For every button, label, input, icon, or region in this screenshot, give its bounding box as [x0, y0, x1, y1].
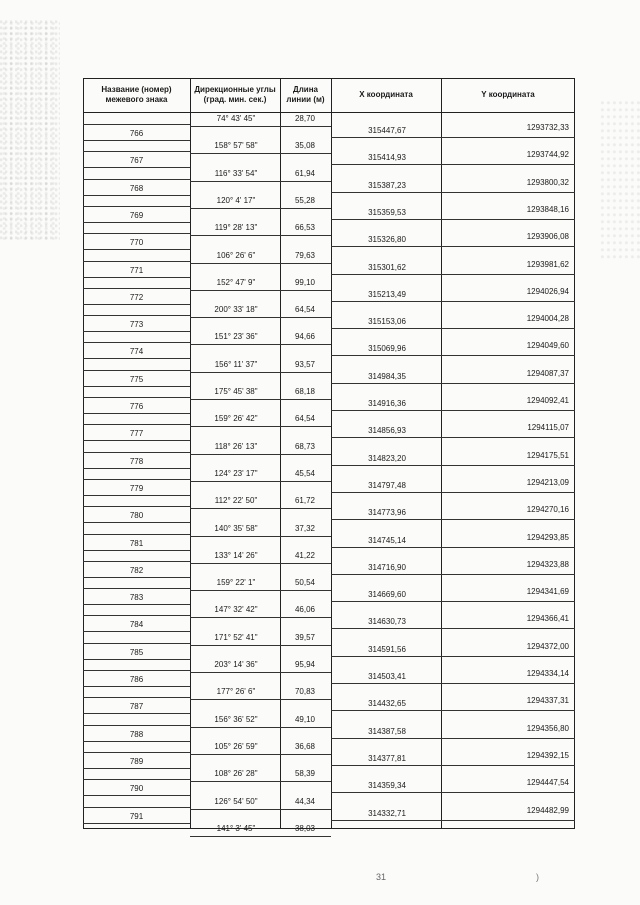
coordinate-divider — [331, 519, 575, 520]
line-length-cell: 70,83 — [294, 687, 316, 697]
line-length-cell: 68,73 — [294, 441, 316, 451]
point-divider — [83, 659, 190, 660]
point-name-cell: 775 — [129, 374, 144, 384]
point-name-cell: 785 — [129, 647, 144, 657]
point-name-cell: 787 — [129, 702, 144, 712]
line-length-cell: 66,53 — [294, 223, 316, 233]
segment-divider — [190, 754, 331, 755]
coordinate-divider — [331, 601, 575, 602]
point-divider — [83, 506, 190, 507]
x-coordinate-cell: 314630,73 — [368, 617, 406, 627]
point-name-cell: 768 — [129, 183, 144, 193]
y-coordinate-cell: 1293744,92 — [526, 150, 569, 160]
y-coordinate-cell: 1293848,16 — [526, 204, 569, 214]
point-divider — [83, 358, 190, 359]
segment-divider — [190, 672, 331, 673]
point-divider — [83, 167, 190, 168]
direction-angle-cell: 203° 14' 36" — [214, 660, 258, 669]
corner-mark: ) — [536, 872, 539, 882]
point-divider — [83, 495, 190, 496]
segment-divider — [190, 781, 331, 782]
line-length-cell: 49,10 — [294, 714, 316, 724]
point-divider — [83, 151, 190, 152]
segment-divider — [190, 563, 331, 564]
y-coordinate-cell: 1293800,32 — [526, 177, 569, 187]
direction-angle-cell: 152° 47' 9" — [216, 277, 256, 287]
point-divider — [83, 741, 190, 742]
y-coordinate-cell: 1294175,51 — [526, 450, 569, 460]
coordinate-divider — [331, 738, 575, 739]
direction-angle-cell: 133° 14' 26" — [214, 550, 258, 560]
coordinate-divider — [331, 792, 575, 793]
point-divider — [83, 315, 190, 316]
y-coordinate-cell: 1294482,99 — [526, 805, 569, 815]
line-length-cell: 39,57 — [294, 632, 316, 642]
direction-angle-cell: 118° 26' 13" — [214, 441, 258, 451]
segment-divider — [190, 208, 331, 209]
header-point-name: Название (номер) межевого знака — [101, 85, 172, 104]
coordinate-divider — [331, 437, 575, 438]
point-name-cell: 783 — [129, 593, 144, 603]
direction-angle-cell: 120° 4' 17" — [216, 195, 256, 205]
x-coordinate-cell: 314387,58 — [368, 726, 406, 736]
y-coordinate-cell: 1294270,16 — [526, 505, 569, 515]
y-coordinate-cell: 1294087,37 — [526, 368, 569, 378]
segment-divider — [190, 126, 331, 127]
coordinate-divider — [331, 219, 575, 220]
segment-divider — [190, 590, 331, 591]
line-length-cell: 44,34 — [294, 796, 316, 806]
segment-divider — [190, 372, 331, 373]
point-divider — [83, 522, 190, 523]
point-divider — [83, 550, 190, 551]
coordinate-divider — [331, 164, 575, 165]
segment-divider — [190, 153, 331, 154]
segment-divider — [190, 181, 331, 182]
y-coordinate-cell: 1294049,60 — [526, 341, 569, 351]
point-divider — [83, 725, 190, 726]
point-divider — [83, 386, 190, 387]
coordinate-divider — [331, 383, 575, 384]
point-name-cell: 778 — [129, 456, 144, 466]
coordinate-divider — [331, 246, 575, 247]
page-mark: 31 — [376, 872, 387, 882]
direction-angle-cell: 74° 43' 45" — [216, 114, 256, 123]
x-coordinate-cell: 314916,36 — [368, 399, 406, 408]
coordinate-divider — [331, 547, 575, 548]
coordinate-divider — [331, 465, 575, 466]
line-length-cell: 46,06 — [294, 605, 316, 615]
point-divider — [83, 233, 190, 234]
coordinate-divider — [331, 710, 575, 711]
point-divider — [83, 249, 190, 250]
point-divider — [83, 277, 190, 278]
coordinate-divider — [331, 765, 575, 766]
point-name-cell: 786 — [129, 675, 144, 684]
coordinate-divider — [331, 410, 575, 411]
coordinate-divider — [331, 274, 575, 275]
direction-angle-cell: 119° 28' 13" — [214, 223, 258, 233]
direction-angle-cell: 156° 11' 37" — [214, 359, 258, 369]
y-coordinate-cell: 1294366,41 — [526, 614, 569, 624]
line-length-cell: 36,68 — [294, 741, 316, 751]
x-coordinate-cell: 314797,48 — [368, 480, 406, 490]
point-name-cell: 769 — [129, 210, 144, 220]
point-divider — [83, 468, 190, 469]
segment-divider — [190, 508, 331, 509]
point-name-cell: 781 — [129, 538, 144, 548]
x-coordinate-cell: 315414,93 — [368, 153, 406, 163]
line-length-cell: 50,54 — [294, 578, 316, 588]
line-length-cell: 94,66 — [294, 332, 316, 342]
direction-angle-cell: 177° 26' 6" — [216, 687, 256, 697]
x-coordinate-cell: 315387,23 — [368, 180, 406, 190]
boundary-coordinates-table — [83, 78, 575, 833]
line-length-cell: 61,72 — [294, 496, 316, 506]
point-name-cell: 780 — [129, 511, 144, 521]
segment-divider — [190, 317, 331, 318]
point-divider — [83, 424, 190, 425]
segment-divider — [190, 536, 331, 537]
direction-angle-cell: 140° 35' 58" — [214, 523, 258, 533]
direction-angle-cell: 158° 57' 58" — [214, 141, 258, 151]
x-coordinate-cell: 314745,14 — [368, 535, 406, 545]
coordinate-divider — [331, 355, 575, 356]
x-coordinate-cell: 314856,93 — [368, 426, 406, 436]
y-coordinate-cell: 1294213,09 — [526, 477, 569, 487]
direction-angle-cell: 126° 54' 50" — [214, 796, 258, 806]
x-coordinate-cell: 314984,35 — [368, 371, 406, 381]
point-divider — [83, 261, 190, 262]
direction-angle-cell: 124° 23' 17" — [214, 468, 258, 478]
direction-angle-cell: 175° 45' 38" — [214, 387, 258, 396]
x-coordinate-cell: 314716,90 — [368, 562, 406, 572]
point-divider — [83, 413, 190, 414]
point-name-cell: 791 — [129, 811, 144, 821]
x-coordinate-cell: 314359,34 — [368, 781, 406, 791]
line-length-cell: 55,28 — [294, 195, 316, 205]
segment-divider — [190, 454, 331, 455]
y-coordinate-cell: 1294341,69 — [526, 587, 569, 597]
y-coordinate-cell: 1294004,28 — [526, 314, 569, 324]
direction-angle-cell: 105° 26' 59" — [214, 741, 258, 751]
line-length-cell: 41,22 — [294, 550, 316, 560]
point-name-cell: 790 — [129, 784, 144, 794]
y-coordinate-cell: 1294372,00 — [526, 641, 569, 651]
point-name-cell: 772 — [129, 292, 144, 302]
point-divider — [83, 697, 190, 698]
x-coordinate-cell: 315359,53 — [368, 207, 406, 217]
point-divider — [83, 479, 190, 480]
line-length-cell: 64,54 — [294, 414, 316, 424]
point-divider — [83, 713, 190, 714]
y-coordinate-cell: 1293732,33 — [526, 123, 569, 132]
coordinate-divider — [331, 656, 575, 657]
coordinate-divider — [331, 192, 575, 193]
direction-angle-cell: 147° 32' 42" — [214, 605, 258, 615]
point-name-cell: 782 — [129, 565, 144, 575]
point-divider — [83, 304, 190, 305]
point-divider — [83, 779, 190, 780]
point-name-cell: 784 — [129, 620, 144, 630]
header-x-coordinate: X координата — [359, 90, 413, 99]
segment-divider — [190, 617, 331, 618]
y-coordinate-cell: 1294392,15 — [526, 750, 569, 760]
segment-divider — [190, 645, 331, 646]
y-coordinate-cell: 1294337,31 — [526, 696, 569, 706]
x-coordinate-cell: 315301,62 — [368, 262, 406, 272]
point-divider — [83, 643, 190, 644]
point-divider — [83, 440, 190, 441]
point-name-cell: 766 — [129, 129, 144, 138]
coordinate-divider — [331, 574, 575, 575]
direction-angle-cell: 116° 33' 54" — [214, 168, 258, 178]
direction-angle-cell: 106° 26' 6" — [216, 250, 256, 260]
point-divider — [83, 534, 190, 535]
direction-angle-cell: 200° 33' 18" — [214, 305, 258, 315]
direction-angle-cell: 108° 26' 28" — [214, 769, 258, 779]
point-divider — [83, 631, 190, 632]
line-length-cell: 37,32 — [294, 523, 316, 533]
segment-divider — [190, 481, 331, 482]
y-coordinate-cell: 1293906,08 — [526, 232, 569, 242]
y-coordinate-cell: 1294115,07 — [527, 423, 569, 433]
segment-divider — [190, 399, 331, 400]
coordinate-divider — [331, 328, 575, 329]
coordinate-divider — [331, 492, 575, 493]
x-coordinate-cell: 315447,67 — [368, 126, 406, 135]
point-divider — [83, 768, 190, 769]
x-coordinate-cell: 314591,56 — [368, 644, 406, 654]
point-name-cell: 788 — [129, 729, 144, 739]
point-divider — [83, 795, 190, 796]
point-divider — [83, 288, 190, 289]
segment-divider — [190, 344, 331, 345]
x-coordinate-cell: 314503,41 — [368, 672, 406, 681]
point-divider — [83, 331, 190, 332]
y-coordinate-cell: 1294026,94 — [526, 286, 569, 296]
y-coordinate-cell: 1294334,14 — [526, 669, 569, 678]
segment-divider — [190, 426, 331, 427]
point-divider — [83, 222, 190, 223]
y-coordinate-cell: 1293981,62 — [526, 259, 569, 269]
line-length-cell: 45,54 — [294, 468, 316, 478]
coordinate-divider — [331, 683, 575, 684]
line-length-cell: 68,18 — [294, 387, 316, 396]
x-coordinate-cell: 315326,80 — [368, 235, 406, 245]
point-name-cell: 776 — [129, 402, 144, 411]
point-name-cell: 777 — [129, 429, 144, 439]
segment-divider — [190, 699, 331, 700]
point-divider — [83, 140, 190, 141]
point-divider — [83, 452, 190, 453]
point-divider — [83, 823, 190, 824]
header-direction-angle: Дирекционные углы (град. мин. сек.) — [194, 85, 276, 104]
direction-angle-cell: 151° 23' 36" — [214, 332, 258, 342]
line-length-cell: 95,94 — [294, 660, 316, 669]
scan-noise-right — [600, 100, 640, 260]
line-length-cell: 79,63 — [294, 250, 316, 260]
x-coordinate-cell: 314823,20 — [368, 453, 406, 463]
line-length-cell: 61,94 — [294, 168, 316, 178]
point-name-cell: 779 — [129, 483, 144, 493]
point-divider — [83, 124, 190, 125]
point-name-cell: 789 — [129, 756, 144, 766]
header-y-coordinate: Y координата — [481, 90, 535, 99]
header-line-length: Длина линии (м) — [286, 85, 325, 104]
y-coordinate-cell: 1294323,88 — [526, 559, 569, 569]
point-divider — [83, 195, 190, 196]
line-length-cell: 64,54 — [294, 305, 316, 315]
line-length-cell: 28,70 — [294, 114, 316, 123]
point-divider — [83, 342, 190, 343]
line-length-cell: 38,03 — [294, 823, 316, 833]
y-coordinate-cell: 1294092,41 — [526, 396, 569, 405]
y-coordinate-cell: 1294447,54 — [526, 778, 569, 788]
point-name-cell: 770 — [129, 238, 144, 248]
point-divider — [83, 561, 190, 562]
direction-angle-cell: 156° 36' 52" — [214, 714, 258, 724]
direction-angle-cell: 141° 3' 45" — [216, 823, 256, 833]
point-divider — [83, 206, 190, 207]
y-coordinate-cell: 1294293,85 — [526, 532, 569, 542]
point-divider — [83, 686, 190, 687]
point-divider — [83, 588, 190, 589]
x-coordinate-cell: 314669,60 — [368, 590, 406, 600]
segment-divider — [190, 235, 331, 236]
direction-angle-cell: 159° 26' 42" — [214, 414, 258, 424]
scan-noise-left — [0, 20, 60, 240]
segment-divider — [190, 809, 331, 810]
line-length-cell: 58,39 — [294, 769, 316, 779]
point-name-cell: 773 — [129, 320, 144, 330]
point-divider — [83, 397, 190, 398]
line-length-cell: 99,10 — [294, 277, 316, 287]
point-divider — [83, 604, 190, 605]
x-coordinate-cell: 314773,96 — [368, 508, 406, 518]
direction-angle-cell: 171° 52' 41" — [214, 632, 258, 642]
point-divider — [83, 370, 190, 371]
point-divider — [83, 179, 190, 180]
x-coordinate-cell: 315153,06 — [368, 317, 406, 327]
segment-divider — [190, 727, 331, 728]
y-coordinate-cell: 1294356,80 — [526, 723, 569, 733]
point-name-cell: 771 — [129, 265, 144, 275]
coordinate-divider — [331, 628, 575, 629]
coordinate-divider — [331, 820, 575, 821]
segment-divider — [190, 263, 331, 264]
segment-divider — [190, 290, 331, 291]
line-length-cell: 35,08 — [294, 141, 316, 151]
point-name-cell: 767 — [129, 156, 144, 166]
x-coordinate-cell: 314332,71 — [368, 808, 406, 818]
direction-angle-cell: 159° 22' 1" — [216, 578, 256, 588]
line-length-cell: 93,57 — [294, 359, 316, 369]
point-divider — [83, 670, 190, 671]
x-coordinate-cell: 314377,81 — [368, 753, 406, 763]
point-divider — [83, 615, 190, 616]
coordinate-divider — [331, 301, 575, 302]
segment-divider — [190, 836, 331, 837]
coordinate-divider — [331, 137, 575, 138]
x-coordinate-cell: 315213,49 — [368, 289, 406, 299]
direction-angle-cell: 112° 22' 50" — [214, 496, 258, 506]
x-coordinate-cell: 314432,65 — [368, 699, 406, 709]
point-divider — [83, 577, 190, 578]
point-name-cell: 774 — [129, 347, 144, 357]
point-divider — [83, 752, 190, 753]
header-divider — [83, 112, 575, 113]
point-divider — [83, 807, 190, 808]
x-coordinate-cell: 315069,96 — [368, 344, 406, 354]
